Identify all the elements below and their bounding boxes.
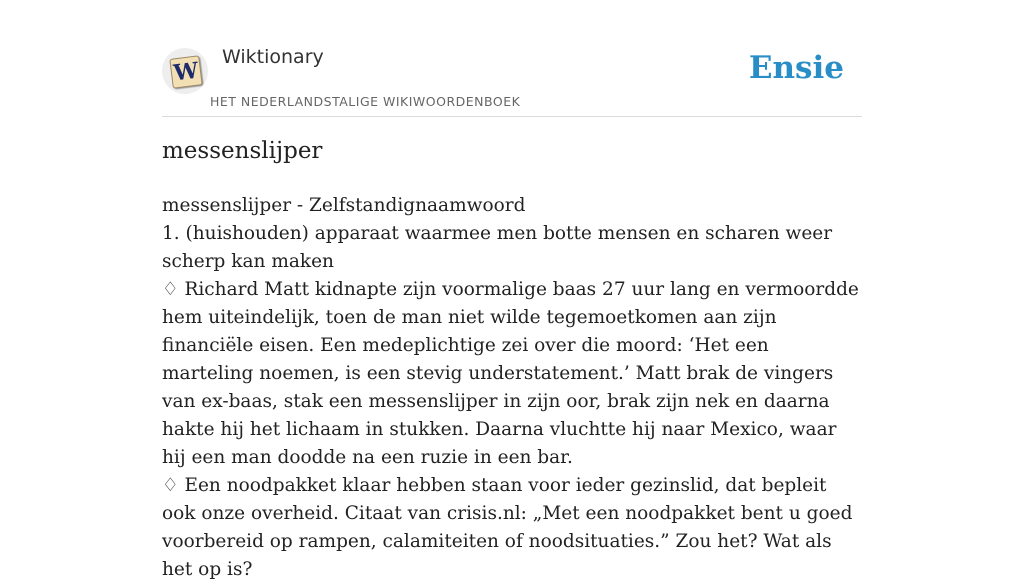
example-quote: ♢ Richard Matt kidnapte zijn voormalige baas 27 uur lang en vermoordde hem uiteindelijk, toen de man niet wilde tegemoetkomen aan zijn financiële eisen. Een medeplichtige zei over die moord: ‘Het een marteling noemen, is een stevig understatement.’ Matt brak de vingers van ex-baas, stak een messenslijper in zijn oor, brak zijn nek en daarna hakte hij het lichaam in stukken. Daarna vluchtte hij naar Mexico, waar hij een man doodde na een ruzie in een bar.: [162, 279, 859, 468]
ensie-brand-logo[interactable]: Ensie: [748, 50, 844, 86]
entry-heading-line: messenslijper - Zelfstandignaamwoord: [162, 195, 526, 216]
site-header: [162, 40, 862, 117]
definition-line: 1. (huishouden) apparaat waarmee men botte mensen en scharen weer scherp kan maken: [162, 223, 833, 272]
wiktionary-w-tile-icon: W: [169, 55, 202, 88]
wiktionary-logo[interactable]: [162, 48, 208, 94]
entry-body: [162, 192, 862, 584]
example-quote: ♢ Een noodpakket klaar hebben staan voor ieder gezinslid, dat bepleit ook onze overheid. Citaat van crisis.nl: „Met een noodpakket bent u goed voorbereid op rampen, calamiteiten of noodsituaties.” Zou het? Wat als het op is?: [162, 475, 853, 580]
site-subtitle: HET NEDERLANDSTALIGE WIKIWOORDENBOEK: [210, 94, 521, 109]
site-title[interactable]: Wiktionary: [222, 46, 324, 68]
page-title: messenslijper: [162, 138, 323, 164]
